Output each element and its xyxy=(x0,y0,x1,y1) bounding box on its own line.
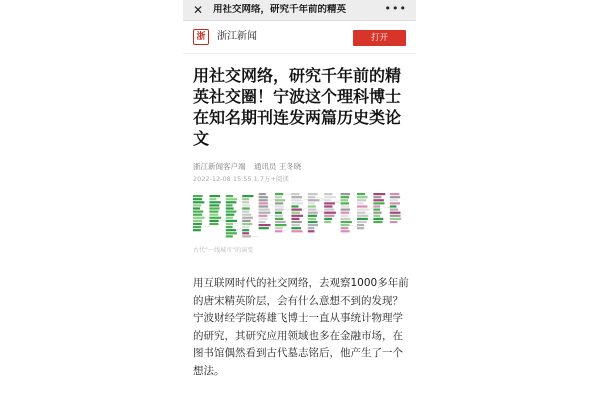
figure-cell xyxy=(242,214,251,216)
figure-link xyxy=(315,197,324,199)
figure-cell xyxy=(193,220,202,222)
figure-cell xyxy=(209,220,218,222)
figure-cell xyxy=(324,212,336,214)
figure-cell xyxy=(242,211,249,213)
figure-cell xyxy=(259,212,271,214)
figure-cell xyxy=(193,204,201,206)
figure-cell xyxy=(324,218,332,220)
figure-cell xyxy=(275,199,285,201)
figure-cell xyxy=(259,202,268,204)
figure-cell xyxy=(291,205,298,207)
figure-cell xyxy=(242,220,250,222)
figure-cell xyxy=(242,195,253,197)
figure-cell xyxy=(291,227,301,229)
figure-cell xyxy=(209,201,220,203)
figure-cell xyxy=(193,217,205,219)
figure-cell xyxy=(226,211,237,213)
figure-cell xyxy=(390,209,398,211)
figure-cell xyxy=(357,205,367,207)
brand-name: 浙江新闻 xyxy=(217,31,257,42)
figure-cell xyxy=(259,218,268,220)
figure-cell xyxy=(259,199,268,201)
zhejiang-news-logo-icon: 浙 xyxy=(193,29,209,45)
figure-cell xyxy=(226,232,237,234)
figure-cell xyxy=(373,202,384,204)
figure-cell xyxy=(390,199,398,201)
figure-link xyxy=(369,207,374,209)
figure-cell xyxy=(308,199,320,201)
figure-cell xyxy=(324,221,331,223)
figure-cell xyxy=(308,205,316,207)
figure-cell xyxy=(209,223,218,225)
figure-cell xyxy=(390,196,400,198)
figure-cell xyxy=(308,221,318,223)
figure-cell xyxy=(291,212,300,214)
figure-cell xyxy=(341,212,350,214)
figure-cell xyxy=(259,221,266,223)
figure-link xyxy=(303,216,308,218)
figure-cell xyxy=(275,215,283,217)
figure-cell xyxy=(373,196,381,198)
figure-cell xyxy=(291,221,301,223)
figure-cell xyxy=(357,199,366,201)
figure-cell xyxy=(373,212,381,214)
figure-cell xyxy=(193,201,204,203)
figure-cell xyxy=(242,223,252,225)
figure-cell xyxy=(193,226,201,228)
figure-cell xyxy=(373,193,385,195)
figure-cell xyxy=(226,223,233,225)
figure-cell xyxy=(308,227,315,229)
figure-cell xyxy=(308,218,316,220)
figure-cell xyxy=(193,229,201,231)
figure-cell xyxy=(390,202,400,204)
figure-cell xyxy=(275,193,283,195)
figure-cell xyxy=(324,199,331,201)
figure-cell xyxy=(226,195,233,197)
figure-link xyxy=(268,200,275,201)
figure-cell xyxy=(242,226,249,228)
figure-cell xyxy=(226,226,233,228)
article-byline xyxy=(193,162,307,172)
figure-cell xyxy=(291,193,299,195)
figure-cell xyxy=(259,205,269,207)
figure-cell xyxy=(308,202,315,204)
article-headline: 用社交网络，研究千年前的精英社交圈！宁波这个理科博士在知名期刊连发两篇历史类论文 xyxy=(193,66,402,148)
figure-cell xyxy=(341,202,349,204)
figure-cell xyxy=(291,202,303,204)
figure-cell xyxy=(341,218,351,220)
figure-cell xyxy=(209,214,218,216)
figure-cell xyxy=(259,196,268,198)
figure-cell xyxy=(373,218,383,220)
page-title: 用社交网络，研究千年前的精英 xyxy=(213,4,347,15)
figure-cell xyxy=(341,209,350,211)
figure-link xyxy=(283,210,291,211)
figure-cell xyxy=(390,215,401,217)
byline-correspondent: 通讯员 王冬晓 xyxy=(253,162,302,171)
figure-cell xyxy=(390,193,400,195)
figure-cell xyxy=(259,193,266,195)
close-icon[interactable]: ✕ xyxy=(193,3,204,17)
figure-cell xyxy=(341,215,349,217)
figure-cell xyxy=(373,205,380,207)
figure-cell xyxy=(291,199,301,201)
figure-cell xyxy=(226,201,237,203)
figure-cell xyxy=(357,209,369,211)
figure-cell xyxy=(373,209,380,211)
figure-cell xyxy=(341,205,349,207)
figure-cell xyxy=(291,215,303,217)
figure-cell xyxy=(242,229,249,231)
figure-cell xyxy=(308,196,315,198)
figure-cell xyxy=(193,195,203,197)
figure-cell xyxy=(341,227,349,229)
figure-link xyxy=(368,219,374,220)
figure-cell xyxy=(209,195,220,197)
figure-cell xyxy=(357,224,364,226)
figure-link xyxy=(236,208,242,212)
figure-cell xyxy=(324,193,332,195)
figure-cell xyxy=(275,230,282,232)
figure-cell xyxy=(357,227,364,229)
figure-cell xyxy=(209,211,218,213)
figure-cell xyxy=(275,218,283,220)
figure-cell xyxy=(308,224,318,226)
more-icon[interactable]: ••• xyxy=(384,2,407,15)
article-meta: 2022-12-08 15:55 1.7万+阅读 xyxy=(193,175,289,183)
figure-cell xyxy=(209,198,216,200)
figure-cell xyxy=(226,207,234,209)
figure-cell xyxy=(226,217,233,219)
figure-cell xyxy=(291,209,302,211)
figure-cell xyxy=(193,214,202,216)
figure-cell xyxy=(341,230,350,232)
figure-cell xyxy=(324,215,334,217)
figure-cell xyxy=(357,218,368,220)
figure-cell xyxy=(259,215,268,217)
figure-cell xyxy=(324,202,335,204)
article-body: 用互联网时代的社交网络，去观察1000多年前的唐宋精英阶层，会有什么意想不到的发现？宁波财经学院蒋雄飞博士一直从事统计物理学的研究，其研究应用领域也多在金融市场，在图书馆偶然看到古代墓志铭后，他产生了一个想法。 xyxy=(193,277,409,377)
figure-cell xyxy=(324,196,336,198)
figure-cell xyxy=(209,207,219,209)
figure-cell xyxy=(341,224,350,226)
figure-cell xyxy=(341,221,352,223)
figure-cell xyxy=(242,207,249,209)
figure-cell xyxy=(357,202,364,204)
figure-cell xyxy=(242,201,249,203)
figure-cell xyxy=(275,212,282,214)
figure-cell xyxy=(226,204,233,206)
figure-cell xyxy=(308,193,318,195)
figure-cell xyxy=(357,193,365,195)
figure-cell xyxy=(242,235,251,237)
figure-cell xyxy=(291,230,302,232)
figure-cell xyxy=(390,221,398,223)
left-backdrop xyxy=(0,0,183,400)
figure-cell xyxy=(357,212,365,214)
article-view xyxy=(183,0,416,400)
figure-cell xyxy=(242,204,250,206)
figure-cell xyxy=(193,207,200,209)
figure-cell xyxy=(242,232,249,234)
figure-cell xyxy=(275,227,283,229)
figure-cell xyxy=(373,221,382,223)
figure-link xyxy=(301,199,307,200)
figure-cell xyxy=(226,198,237,200)
figure-cell xyxy=(373,215,380,217)
figure-link xyxy=(268,203,275,206)
figure-cell xyxy=(341,196,350,198)
byline-source[interactable]: 浙江新闻客户端 xyxy=(193,162,246,171)
figure-cell xyxy=(308,215,317,217)
figure-cell xyxy=(209,204,219,206)
figure-cell xyxy=(275,224,286,226)
figure-cell xyxy=(226,229,236,231)
figure-link xyxy=(349,225,357,227)
figure-cell xyxy=(242,198,249,200)
figure-link xyxy=(233,222,242,224)
figure-link xyxy=(380,207,390,208)
figure-cell xyxy=(308,230,315,232)
figure-cell xyxy=(226,214,235,216)
figure-cell xyxy=(341,199,348,201)
figure-cell xyxy=(357,221,367,223)
figure-cell xyxy=(226,220,237,222)
figure-cell xyxy=(209,217,221,219)
figure-link xyxy=(302,208,308,210)
figure-cell xyxy=(193,198,202,200)
figure-cell xyxy=(259,224,271,226)
figure-cell xyxy=(390,212,401,214)
app-banner xyxy=(183,21,416,54)
browser-topbar xyxy=(183,0,416,21)
figure-link xyxy=(236,228,242,230)
figure-cell xyxy=(357,215,368,217)
figure-cell xyxy=(275,205,284,207)
figure-cell xyxy=(242,217,253,219)
figure-link xyxy=(237,199,242,202)
figure-cell xyxy=(373,199,384,201)
figure-cell xyxy=(291,224,299,226)
article-figure[interactable] xyxy=(193,193,406,241)
figure-cell xyxy=(275,196,282,198)
figure-cell xyxy=(275,209,283,211)
figure-cell xyxy=(226,235,233,237)
figure-cell xyxy=(308,212,318,214)
figure-cell xyxy=(193,211,203,213)
figure-link xyxy=(365,213,373,215)
figure-cell xyxy=(193,223,202,225)
figure-cell xyxy=(291,218,299,220)
figure-link xyxy=(282,228,291,232)
figure-caption: 古代“一线城市”的演变 xyxy=(193,247,254,254)
figure-cell xyxy=(324,209,334,211)
right-backdrop xyxy=(416,0,600,400)
figure-cell xyxy=(275,221,286,223)
figure-cell xyxy=(308,209,317,211)
figure-cell xyxy=(259,227,269,229)
figure-cell xyxy=(341,193,350,195)
figure-cell xyxy=(390,205,397,207)
figure-cell xyxy=(275,202,283,204)
open-app-button[interactable]: 打开 xyxy=(353,30,406,46)
figure-cell xyxy=(259,209,270,211)
figure-cell xyxy=(324,205,332,207)
figure-cell xyxy=(390,218,401,220)
figure-cell xyxy=(357,196,368,198)
figure-cell xyxy=(291,196,302,198)
